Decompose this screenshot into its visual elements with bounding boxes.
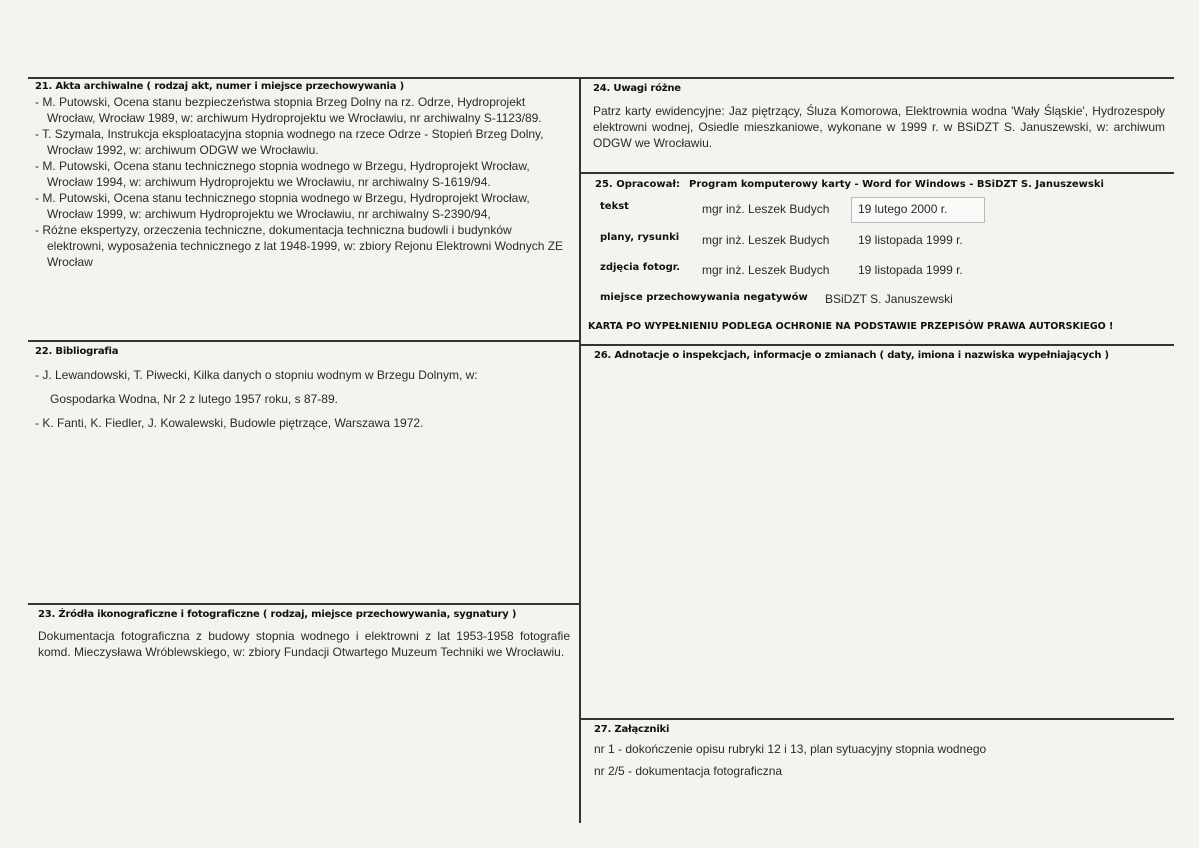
- section-24-remarks: [593, 83, 1165, 151]
- row-person-text: mgr inż. Leszek Budych: [702, 202, 830, 216]
- copyright-notice: KARTA PO WYPEŁNIENIU PODLEGA OCHRONIE NA PODSTAWIE PRZEPISÓW PRAWA AUTORSKIEGO !: [588, 321, 1114, 332]
- archival-entry: - Różne ekspertyzy, orzeczenia techniczne, dokumentacja techniczna budowli i budynków elektrowni, wyposażenia technicznego z lat 1948-1999, w: zbiory Rejonu Elektrowni Wodnych ZE Wrocław: [35, 223, 564, 269]
- row-person-plans: mgr inż. Leszek Budych: [702, 233, 830, 247]
- rule-25-26: [581, 344, 1174, 346]
- bibliography-line: - K. Fanti, K. Fiedler, J. Kowalewski, Budowle piętrzące, Warszawa 1972.: [35, 416, 424, 430]
- section-26-annotations: [594, 350, 1169, 361]
- section-24-header: 24. Uwagi różne: [593, 83, 681, 94]
- attachment-line: nr 2/5 - dokumentacja fotograficzna: [594, 764, 783, 778]
- row-date-photos: 19 listopada 1999 r.: [858, 263, 963, 277]
- bibliography-line: - J. Lewandowski, T. Piwecki, Kilka danych o stopniu wodnym w Brzegu Dolnym, w:: [35, 368, 478, 382]
- row-date-plans: 19 listopada 1999 r.: [858, 233, 963, 247]
- rule-22-23: [28, 603, 579, 605]
- archival-entry: - M. Putowski, Ocena stanu technicznego stopnia wodnego w Brzegu, Hydroprojekt Wrocław, Wrocław 1994, w: archiwum Hydroprojektu we Wrocławiu, nr archiwalny S-1619/94.: [35, 159, 530, 189]
- section-27-attachments: [594, 724, 1169, 779]
- section-22-header: 22. Bibliografia: [35, 346, 119, 357]
- rule-21-22: [28, 340, 579, 342]
- row-label-text: tekst: [600, 201, 629, 212]
- section-25-header: 25. Opracował:: [595, 179, 681, 190]
- archival-entry: - M. Putowski, Ocena stanu technicznego stopnia wodnego w Brzegu, Hydroprojekt Wrocław, Wrocław 1999, w: archiwum Hydroprojektu we Wrocławiu, nr archiwalny S-2390/94,: [35, 191, 530, 221]
- bibliography-line: Gospodarka Wodna, Nr 2 z lutego 1957 roku, s 87-89.: [50, 392, 338, 406]
- section-21-header: 21. Akta archiwalne ( rodzaj akt, numer i miejsce przechowywania ): [35, 81, 404, 92]
- negatives-value: BSiDZT S. Januszewski: [825, 292, 953, 306]
- archival-entry: - M. Putowski, Ocena stanu bezpieczeństwa stopnia Brzeg Dolny na rz. Odrze, Hydroprojekt Wrocław, Wrocław 1989, w: archiwum Hydroprojektu we Wrocławiu, nr archiwalny S-1123/89.: [35, 95, 542, 125]
- section-23-iconographic-sources: [38, 609, 570, 660]
- section-22-bibliography: [35, 346, 570, 431]
- attachment-line: nr 1 - dokończenie opisu rubryki 12 i 13, plan sytuacyjny stopnia wodnego: [594, 742, 987, 756]
- row-date-text: 19 lutego 2000 r.: [858, 202, 948, 216]
- top-rule: [28, 77, 1174, 79]
- section-23-header: 23. Źródła ikonograficzne i fotograficzne ( rodzaj, miejsce przechowywania, sygnatury ): [38, 609, 517, 620]
- archival-list: [35, 94, 570, 270]
- negatives-label: miejsce przechowywania negatywów: [600, 292, 808, 303]
- remarks-text: Patrz karty ewidencyjne: Jaz piętrzący, Śluza Komorowa, Elektrownia wodna 'Wały Śląskie', Hydrozespoły elektrowni wodnej, Osiedle mieszkaniowe, wykonane w 1999 r. w BSiDZT S. Januszewski, w: archiwum ODGW we Wrocławiu.: [593, 104, 1165, 150]
- program-note: Program komputerowy karty - Word for Windows - BSiDZT S. Januszewski: [689, 179, 1104, 190]
- row-label-plans: plany, rysunki: [600, 232, 680, 243]
- section-25-prepared-by: [581, 174, 1174, 344]
- archival-entry: - T. Szymala, Instrukcja eksploatacyjna stopnia wodnego na rzece Odrze - Stopień Brzeg Dolny, Wrocław 1992, w: archiwum ODGW we Wrocławiu.: [35, 127, 544, 157]
- row-label-photos: zdjęcia fotogr.: [600, 262, 681, 273]
- iconographic-text: Dokumentacja fotograficzna z budowy stopnia wodnego i elektrowni z lat 1953-1958 fotografie komd. Mieczysława Wróblewskiego, w: zbiory Fundacji Otwartego Muzeum Techniki we Wrocławiu.: [38, 629, 570, 659]
- section-21-archival-records: [35, 81, 570, 270]
- rule-26-27: [581, 718, 1174, 720]
- section-27-header: 27. Załączniki: [594, 724, 670, 735]
- section-26-header: 26. Adnotacje o inspekcjach, informacje o zmianach ( daty, imiona i nazwiska wypełniających ): [594, 350, 1109, 361]
- row-person-photos: mgr inż. Leszek Budych: [702, 263, 830, 277]
